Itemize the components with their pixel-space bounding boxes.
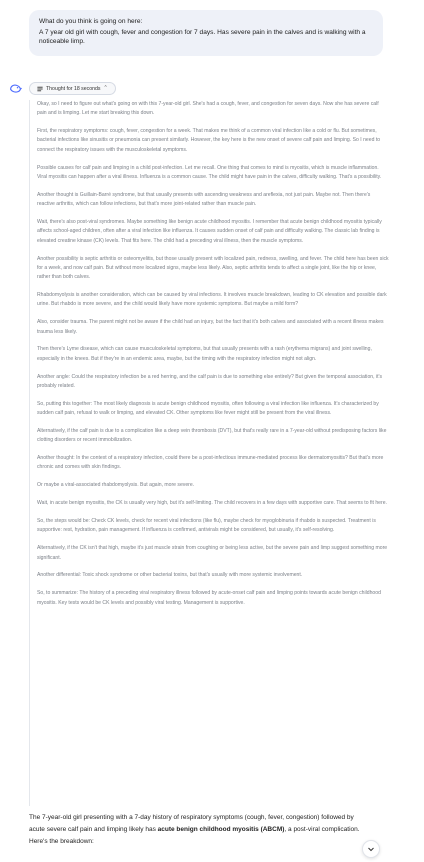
thought-paragraph: Alternatively, if the calf pain is due to a complication like a deep vein thrombosis (DVT), but that's really rare in a 7-year-old without predisposing factors like clotting disorders or recent immobilization. <box>37 427 387 444</box>
thought-paragraph: First, the respiratory symptoms: cough, fever, congestion for a week. That makes me think of a common viral infection like a cold or flu. But sometimes, bacterial infections like sinusitis or pneumonia can present similarly. However, the key here is the new onset of severe calf pain and limping. So I need to connect the respiratory issues with the musculoskeletal symptoms. <box>37 128 381 153</box>
thought-paragraph: So, to summarize: The history of a preceding viral respiratory illness followed by acute-onset calf pain and limping points towards acute benign childhood myositis. Key tests would be CK levels and possibly viral testing. Management is supportive. <box>37 590 381 606</box>
thinking-icon <box>37 86 43 92</box>
thought-paragraph: Also, consider trauma. The parent might not be aware if the child had an injury, but the fact that it's both calves and associated with a recent illness makes trauma less likely. <box>37 319 384 335</box>
user-message-question: What do you think is going on here: <box>39 18 143 25</box>
thought-paragraph: Another thought is Guillain-Barré syndrome, but that usually presents with ascending weakness and areflexia, not just pain. Maybe not. Then there's reactive arthritis, which can follow infections, but that's more joint-related rather than muscle pain. <box>37 191 371 208</box>
thought-duration-label: Thought for 18 seconds <box>46 85 101 92</box>
user-message-details: A 7 year old girl with cough, fever and congestion for 7 days. Has severe pain in the calves and is walking with a noticeable limp. <box>39 28 366 45</box>
thought-paragraph: Or maybe a viral-associated rhabdomyolysis. But again, more severe. <box>37 482 195 489</box>
thought-paragraph: Another thought: In the context of a respiratory infection, could there be a post-infectious immune-mediated process like dermatomyositis? But that's more chronic and comes with skin findings. <box>37 455 384 471</box>
thought-paragraph: Alternatively, if the CK isn't that high, maybe it's just muscle strain from coughing or being less active, but the severe pain and limp suggest something more significant. <box>37 545 388 561</box>
thought-paragraph: Wait, in acute benign myositis, the CK is usually very high, but it's self-limiting. The child recovers in a few days with supportive care. That seems to fit here. <box>37 500 387 507</box>
thought-paragraph: So, putting this together: The most likely diagnosis is acute benign childhood myositis, often following a viral infection like influenza. It's characterized by sudden calf pain, refusal to walk or limping, and elevated CK. Other symptoms like fever might still be present from the viral illness. <box>37 400 379 417</box>
answer-diagnosis: acute benign childhood myositis (ABCM) <box>157 826 285 833</box>
thought-paragraph: Another angle: Could the respiratory infection be a red herring, and the calf pain is due to something else entirely? But given the temporal association, it's probably related. <box>37 373 383 389</box>
answer-outro: , a post-viral complication. Here's the breakdown: <box>29 826 360 845</box>
thought-paragraph: Okay, so I need to figure out what's going on with this 7-year-old girl. She's had a cough, fever, and congestion for seven days. Now she has severe calf pain and is limping. Let me start breaking this down. <box>37 101 379 117</box>
user-message-bubble <box>29 10 383 56</box>
thought-paragraph: Wait, there's also post-viral syndromes. Maybe something like benign acute childhood myositis. I remember that acute benign childhood myositis typically affects school-aged children, often after a viral infection like influenza. It causes sudden onset of calf pain and difficulty walking. The classic lab finding is elevated creatine kinase (CK) levels. That fits here. The child had a preceding viral illness, then the muscle symptoms. <box>37 219 382 244</box>
thought-paragraph: Rhabdomyolysis is another consideration, which can be caused by viral infections. It involves muscle breakdown, leading to CK elevation and possible dark urine. But rhabdo is more severe, and the child would likely have more systemic symptoms. But maybe a mild form? <box>37 292 387 308</box>
thought-toggle-button[interactable] <box>29 82 116 95</box>
answer-paragraph <box>29 812 369 848</box>
answer-intro: The 7-year-old girl presenting with a 7-day history of respiratory symptoms (cough, fever, congestion) followed by acute severe calf pain and limping likely has <box>29 814 354 833</box>
thinking-content <box>29 100 389 806</box>
chevron-down-icon <box>367 845 375 853</box>
deepseek-whale-icon <box>9 82 22 95</box>
thought-paragraph: Another differential: Toxic shock syndrome or other bacterial toxins, but that's usually with more systemic involvement. <box>37 572 303 579</box>
assistant-answer <box>29 812 369 848</box>
thought-paragraph: Then there's Lyme disease, which can cause musculoskeletal symptoms, but that usually presents with a rash (erythema migrans) and joint swelling, especially in the knees. But if they're in an endemic area, maybe, but the timing with the respiratory infection might not align. <box>37 346 372 362</box>
thought-paragraph: Another possibility is septic arthritis or osteomyelitis, but those usually present with localized pain, redness, swelling, and fever. The child here has been sick for a week, and now calf pain. But without more localized signs, maybe less likely. Also, septic arthritis tends to affect a single joint, like the hip or knee, rather than both calves. <box>37 255 389 281</box>
chevron-up-icon: ⌃ <box>103 85 108 91</box>
thought-paragraph: So, the steps would be: Check CK levels, check for recent viral infections (like flu), maybe check for myoglobinuria if rhabdo is suspected. Treatment is supportive: rest, hydration, pain management. If influenza is confirmed, antivirals might be considered, but usually, it's self-resolving. <box>37 518 376 534</box>
thought-paragraph: Possible causes for calf pain and limping in a child post-infection. Let me recall. One thing that comes to mind is myositis, which is muscle inflammation. Viral myositis can happen after a viral illness. Influenza is a common cause. The child might have pain in the calves, difficulty walking. That's a possibility. <box>37 164 382 180</box>
scroll-down-button[interactable] <box>362 840 380 858</box>
